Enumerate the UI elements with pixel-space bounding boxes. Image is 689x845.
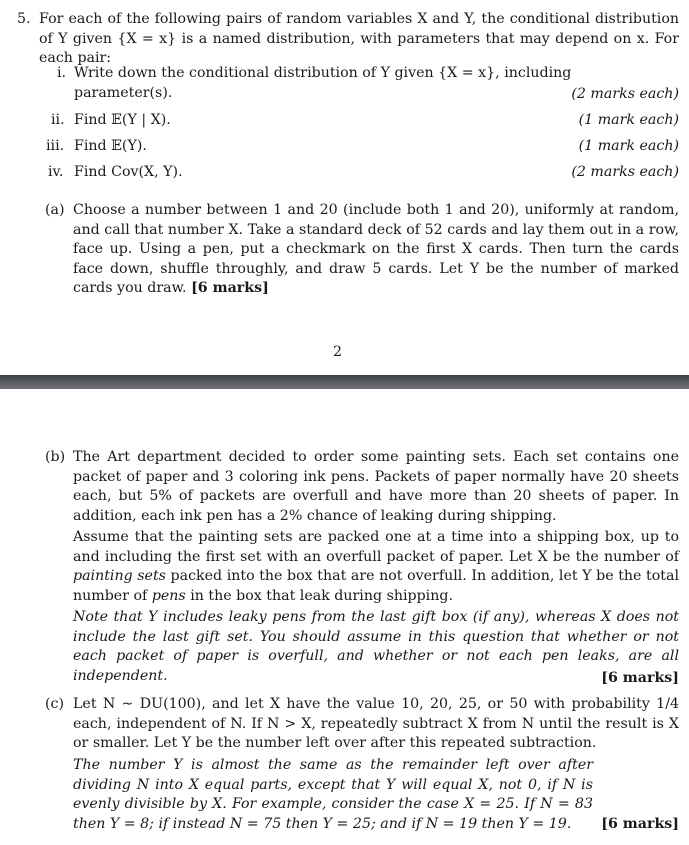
part-b-note: Note that Y includes leaky pens from the last gift box (if any), whereas X does not include the last gift set. You should assume in this question that whether or not each packet of paper is overfull, and whether or not each pen leaks, are all independent. [73, 609, 679, 684]
subitem-label-iv: iv. [48, 164, 64, 180]
subitem-marks-iii: (1 mark each) [578, 138, 679, 154]
part-a-body: Choose a number between 1 and 20 (include both 1 and 20), uniformly at random, and call that number X. Take a standard deck of 52 cards and lay them out in a row, face up. Using a pen, put a checkmark on the first X cards. Then turn the cards face down, shuffle throughly, and draw 5 cards. Let Y be the number of marked cards you draw. [73, 202, 679, 297]
part-b-para2-post: in the box that leak during shipping. [185, 587, 453, 604]
part-b-para2 [73, 528, 679, 606]
page-number: 2 [333, 344, 343, 360]
part-c-marks: [6 marks] [601, 816, 679, 832]
part-b-label: (b) [45, 449, 66, 465]
part-b-para2-italic-1: painting sets [73, 568, 166, 585]
subitem-text-ii: Find 𝔼(Y | X). [74, 112, 171, 128]
part-a-marks: [6 marks] [191, 280, 269, 297]
page-separator [0, 375, 689, 389]
part-c-para1: Let N ∼ DU(100), and let X have the value 10, 20, 25, or 50 with probability 1/4 each, independent of N. If N > X, repeatedly subtract X from N until the result is X or smaller. Let Y be the number left over after this repeated subtraction. [73, 696, 679, 752]
part-c-note: The number Y is almost the same as the remainder left over after dividing N into X equal parts, except that Y will equal X, not 0, if N is evenly divisible by X. For example, consider the case X = 25. If N = 83 then Y = 8; if instead N = 75 then Y = 25; and if N = 19 then Y = 19. [73, 757, 593, 832]
subitem-label-i: i. [57, 65, 67, 81]
part-b-para2-pre: Assume that the painting sets are packed one at a time into a shipping box, up to and including the first set with an overfull packet of paper. Let X be the number of [73, 529, 679, 565]
subitem-text-iv: Find Cov(X, Y). [74, 164, 183, 180]
part-a-text [73, 201, 679, 299]
subitem-text-i: Write down the conditional distribution of Y given {X = x}, including parameter(s). [74, 65, 572, 101]
page-3-upper-half [0, 389, 689, 845]
part-b-marks: [6 marks] [601, 670, 679, 686]
part-c-label: (c) [45, 696, 65, 712]
part-b-para2-mid: packed into the box that are not overfull. In addition, let Y be the total number of [73, 568, 679, 604]
part-a-label: (a) [45, 202, 65, 218]
subitem-marks-iv: (2 marks each) [571, 164, 679, 180]
page-2-lower-half [0, 0, 689, 375]
question-number: 5. [17, 11, 31, 27]
part-b-para1: The Art department decided to order some painting sets. Each set contains one packet of paper and 3 coloring ink pens. Packets of paper normally have 20 sheets each, but 5% of packets are overfull and have more than 20 sheets of paper. In addition, each ink pen has a 2% chance of leaking during shipping. [73, 449, 679, 524]
subitem-label-iii: iii. [46, 138, 65, 154]
subitem-label-ii: ii. [51, 112, 65, 128]
question-intro: For each of the following pairs of random variables X and Y, the conditional distribution of Y given {X = x} is a named distribution, with parameters that may depend on x. For each pair: [39, 11, 679, 67]
part-b-para2-italic-2: pens [151, 587, 186, 604]
subitem-text-iii: Find 𝔼(Y). [74, 138, 147, 154]
subitem-marks-ii: (1 mark each) [578, 112, 679, 128]
subitem-marks-i: (2 marks each) [571, 86, 679, 102]
